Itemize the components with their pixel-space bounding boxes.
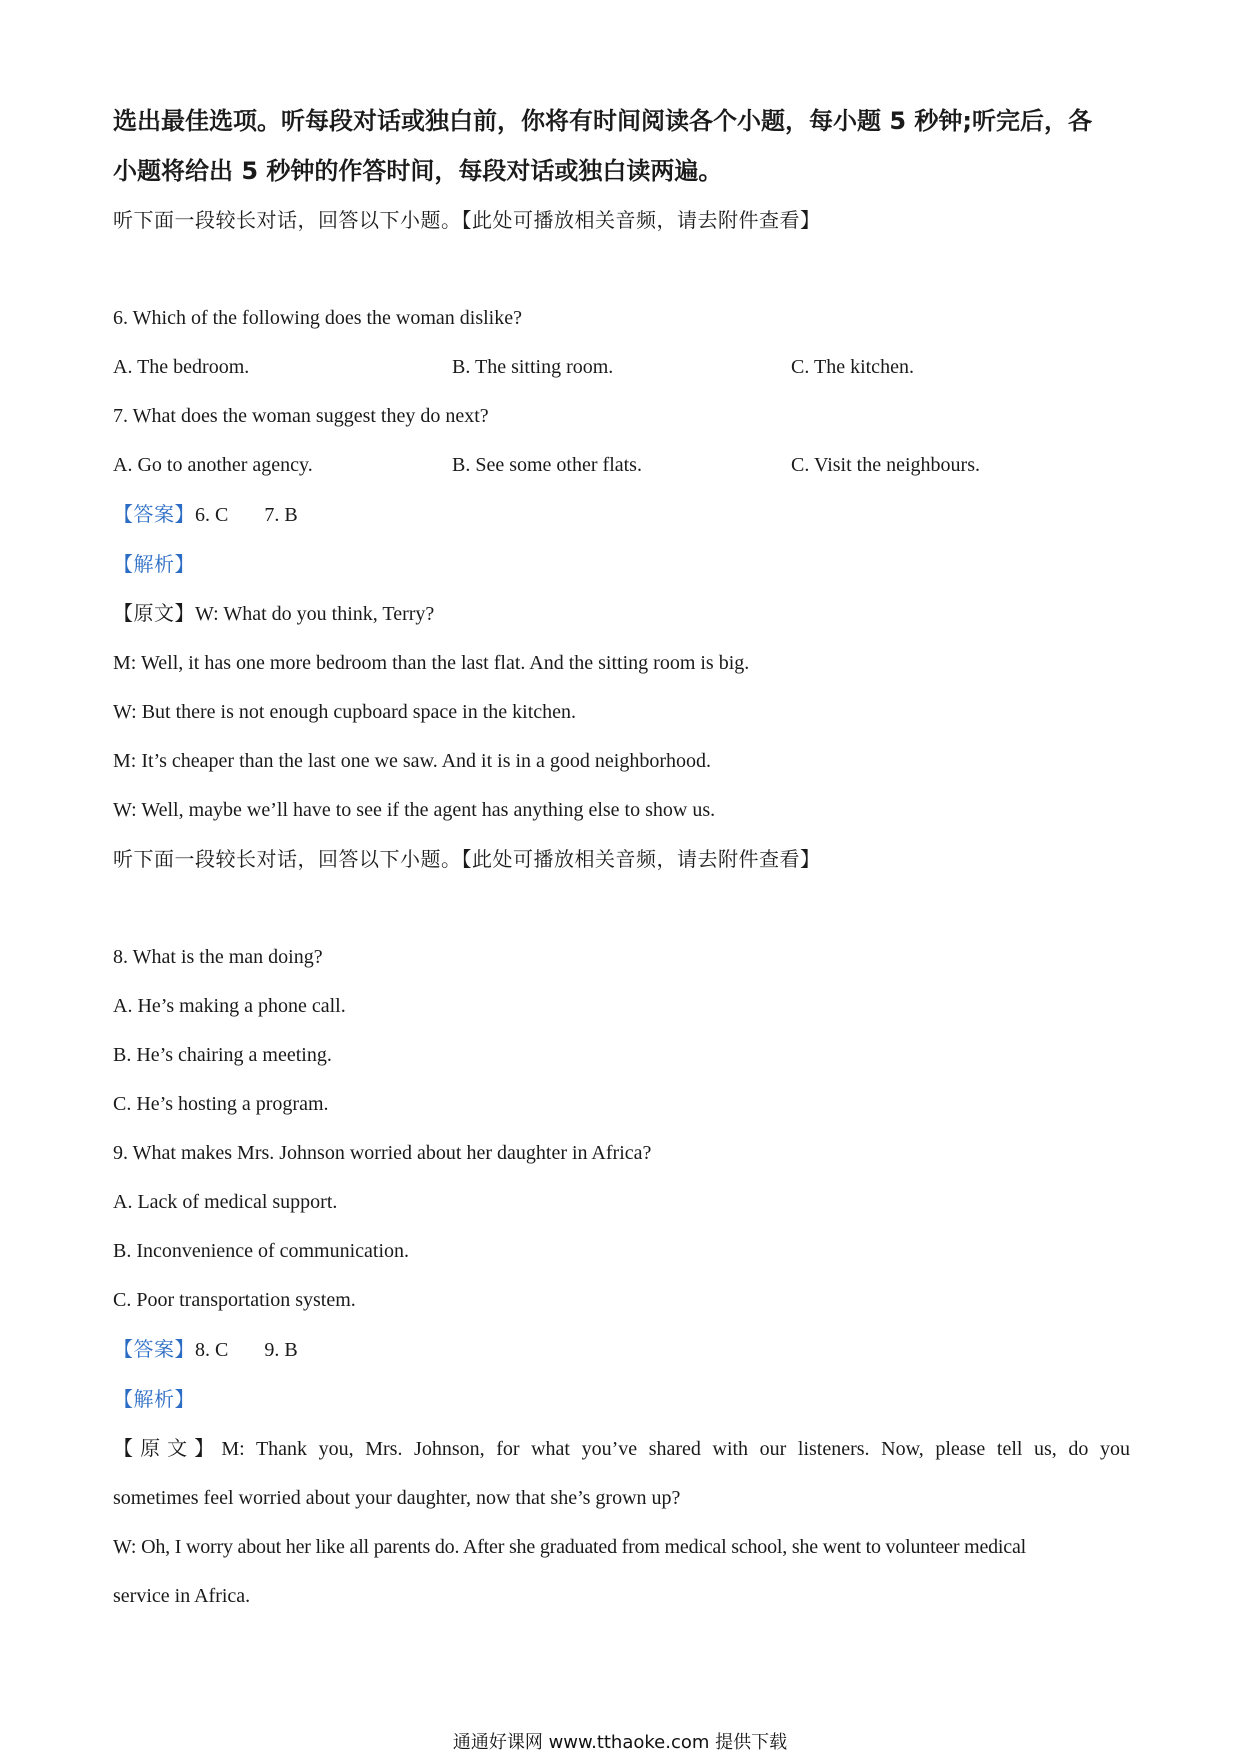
q6-option-c: C. The kitchen. (791, 356, 914, 378)
answer-9: 9. B (264, 1339, 298, 1361)
answer-7: 7. B (264, 504, 298, 526)
page-footer: 通通好课网 www.tthaoke.com 提供下载 (452, 1732, 788, 1753)
original-label: 【原文】 (113, 1436, 222, 1460)
q7-option-b: B. See some other flats. (452, 454, 642, 476)
document-page (113, 96, 1130, 1621)
q7-option-a: A. Go to another agency. (113, 454, 313, 476)
q7-option-c: C. Visit the neighbours. (791, 454, 980, 476)
transcript-line: W: Oh, I worry about her like all parents do. After she graduated from medical school, she went to volunteer medical (113, 1536, 1026, 1558)
answer-6: 6. C (195, 504, 229, 526)
section1-prompt: 听下面一段较长对话，回答以下小题。【此处可播放相关音频，请去附件查看】 (113, 208, 821, 232)
original-label: 【原文】 (113, 601, 195, 625)
answer-8: 8. C (195, 1339, 229, 1361)
answer-label: 【答案】 (113, 1337, 195, 1361)
transcript-text: M: Thank you, Mrs. Johnson, for what you’ve shared with our listeners. Now, please tell us, do you (221, 1438, 1130, 1460)
instructions-line-1: 选出最佳选项。听每段对话或独白前，你将有时间阅读各个小题，每小题 5 秒钟;听完后，各 (113, 107, 1093, 135)
q8-question: 8. What is the man doing? (113, 946, 323, 968)
q8-option-c: C. He’s hosting a program. (113, 1093, 329, 1115)
analysis-label: 【解析】 (113, 1387, 195, 1411)
analysis-label: 【解析】 (113, 552, 195, 576)
q9-option-b: B. Inconvenience of communication. (113, 1240, 410, 1262)
q9-question: 9. What makes Mrs. Johnson worried about her daughter in Africa? (113, 1142, 652, 1164)
q6-option-a: A. The bedroom. (113, 356, 250, 378)
transcript-text: W: What do you think, Terry? (195, 603, 435, 625)
q8-option-a: A. He’s making a phone call. (113, 995, 346, 1017)
section1-answer (113, 490, 1130, 540)
transcript-line: M: It’s cheaper than the last one we saw. And it is in a good neighborhood. (113, 750, 712, 772)
answer-label: 【答案】 (113, 502, 195, 526)
transcript-line: M: Well, it has one more bedroom than the last flat. And the sitting room is big. (113, 652, 750, 674)
q9-option-c: C. Poor transportation system. (113, 1289, 356, 1311)
q7-question: 7. What does the woman suggest they do next? (113, 405, 489, 427)
transcript-line: service in Africa. (113, 1585, 251, 1607)
section2-answer (113, 1325, 1130, 1375)
transcript-line: sometimes feel worried about your daughter, now that she’s grown up? (113, 1487, 681, 1509)
q6-options (113, 343, 1130, 392)
instructions-line-2: 小题将给出 5 秒钟的作答时间，每段对话或独白读两遍。 (113, 157, 723, 185)
q6-option-b: B. The sitting room. (452, 356, 614, 378)
section2-prompt: 听下面一段较长对话，回答以下小题。【此处可播放相关音频，请去附件查看】 (113, 847, 821, 871)
transcript-line (113, 589, 1130, 639)
q8-option-b: B. He’s chairing a meeting. (113, 1044, 332, 1066)
q9-option-a: A. Lack of medical support. (113, 1191, 338, 1213)
q7-options (113, 441, 1130, 490)
q6-question: 6. Which of the following does the woman dislike? (113, 307, 522, 329)
transcript-line: W: But there is not enough cupboard space in the kitchen. (113, 701, 577, 723)
transcript-line: W: Well, maybe we’ll have to see if the agent has anything else to show us. (113, 799, 716, 821)
transcript-line (113, 1424, 1130, 1474)
